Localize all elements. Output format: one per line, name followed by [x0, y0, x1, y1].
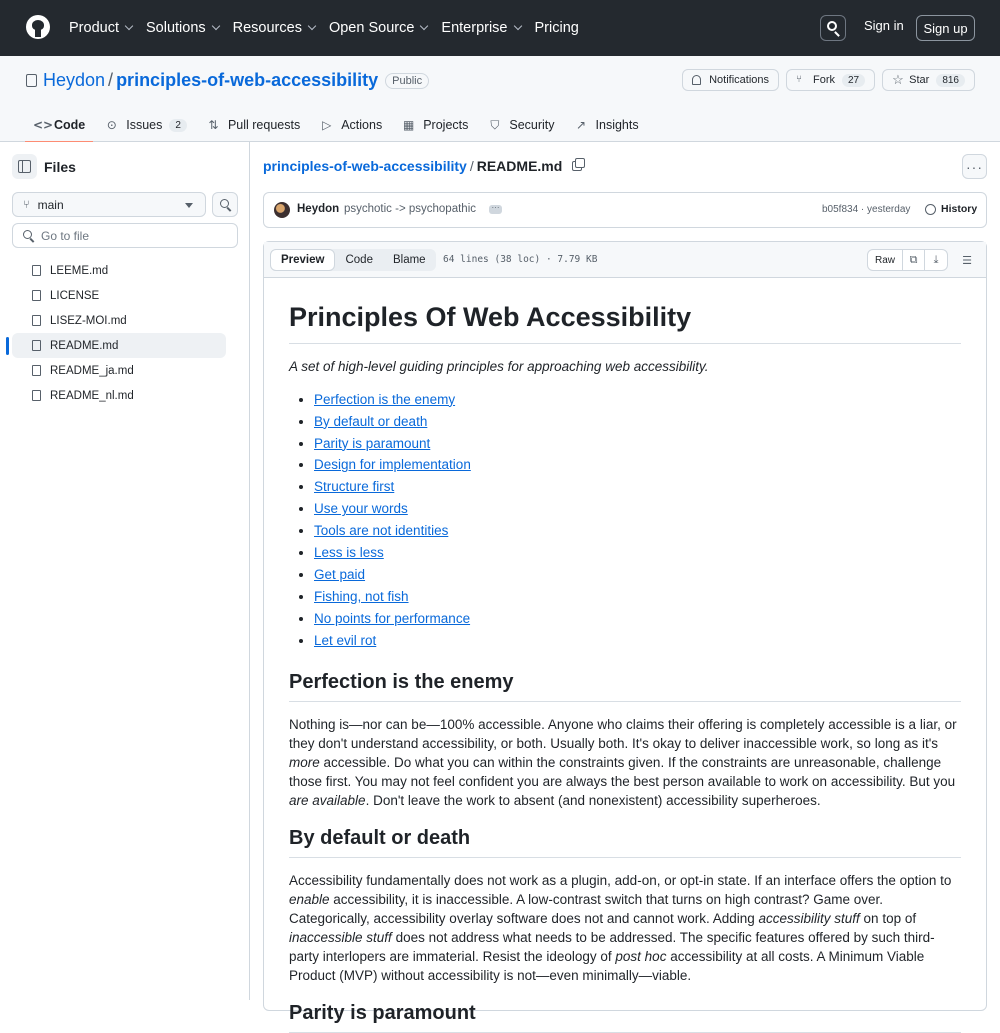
nav-open-source[interactable]: Open Source: [329, 20, 427, 36]
toc-item: [314, 389, 961, 411]
file-search-button[interactable]: [212, 192, 238, 217]
readme-lead: A set of high-level guiding principles for approaching web accessibility.: [289, 358, 709, 374]
expand-commit-button[interactable]: ···: [489, 205, 502, 214]
toc-link[interactable]: Get paid: [314, 567, 366, 582]
file-tree-sidebar: [0, 142, 250, 1000]
branch-icon: ⑂: [23, 198, 30, 211]
tab-code[interactable]: <> Code: [25, 108, 93, 142]
star-icon: ☆: [892, 72, 904, 87]
nav-enterprise[interactable]: Enterprise: [441, 20, 520, 36]
file-icon: [32, 290, 41, 301]
toc-item: [314, 454, 961, 476]
toc-item: [314, 520, 961, 542]
commit-author[interactable]: Heydon: [297, 203, 340, 215]
file-viewer: [263, 241, 987, 1024]
toc-item: [314, 542, 961, 564]
breadcrumb-repo-link[interactable]: principles-of-web-accessibility: [263, 158, 467, 174]
sign-in-link[interactable]: Sign in: [864, 18, 904, 33]
nav-product[interactable]: Product: [69, 20, 132, 36]
toc-item: [314, 630, 961, 652]
avatar[interactable]: [274, 202, 290, 218]
repo-actions: [682, 69, 975, 91]
history-icon: [925, 204, 936, 215]
issue-icon: ⊙: [106, 117, 117, 132]
global-nav: [69, 0, 593, 56]
toc-item: [314, 608, 961, 630]
code-icon: <>: [33, 117, 54, 132]
section-heading: Perfection is the enemy: [289, 670, 961, 702]
file-item-readme-ja[interactable]: README_ja.md: [12, 358, 226, 383]
nav-solutions[interactable]: Solutions: [146, 20, 219, 36]
toc-item: [314, 411, 961, 433]
chevron-down-icon: [125, 22, 133, 30]
repo-owner-link[interactable]: Heydon: [43, 70, 106, 90]
file-toolbar: [264, 242, 986, 278]
file-item-license[interactable]: LICENSE: [12, 283, 226, 308]
visibility-badge: Public: [385, 73, 429, 89]
sign-up-button[interactable]: Sign up: [916, 15, 975, 41]
toc-link[interactable]: Less is less: [314, 545, 384, 561]
branch-select[interactable]: ⑂ main: [12, 192, 206, 217]
repo-tabs: [25, 108, 651, 142]
section-paragraph: Nothing is—nor can be—100% accessible. Anyone who claims their offering is completely accessible is a liar, or they don't understand accessibility, or both. Usually both. It's okay to deliver inaccessible work, so long as it's more accessible. Do what you can within the constraints given. If the constraints are unreasonable, challenge those first. You may not feel confident you are always the best person available to work on accessibility. But you are available. Don't leave the work to absent (and nonexistent) accessibility superheroes.: [289, 716, 957, 808]
notifications-button[interactable]: Notifications: [682, 69, 779, 91]
tab-actions[interactable]: ▷ Actions: [322, 117, 383, 132]
table-icon: ▦: [403, 117, 415, 132]
caret-down-icon: [185, 203, 193, 208]
chevron-down-icon: [513, 22, 521, 30]
toc-item: [314, 476, 961, 498]
fork-count: 27: [842, 74, 865, 87]
search-button[interactable]: [820, 15, 846, 41]
copy-path-icon[interactable]: [572, 161, 582, 171]
section-heading: By default or death: [289, 826, 961, 858]
nav-pricing[interactable]: Pricing: [534, 20, 579, 36]
raw-button[interactable]: Raw: [868, 250, 903, 270]
fork-icon: ⑂: [796, 74, 802, 85]
latest-commit: [263, 192, 987, 228]
sidebar-title: Files: [44, 159, 76, 175]
go-to-file-input[interactable]: Go to file: [12, 223, 238, 248]
shield-icon: ⛉: [490, 117, 500, 132]
download-icon[interactable]: ⤓: [933, 253, 939, 266]
toc-item: [314, 564, 961, 586]
toc-link[interactable]: Parity is paramount: [314, 435, 431, 451]
blame-tab[interactable]: Blame: [392, 254, 426, 266]
file-icon: [32, 365, 41, 376]
collapse-sidebar-icon[interactable]: [12, 154, 37, 179]
file-item-readme-nl[interactable]: README_nl.md: [12, 383, 226, 408]
pull-request-icon: ⇅: [208, 117, 219, 132]
more-options-button[interactable]: ···: [962, 154, 987, 179]
toc-link[interactable]: Use your words: [314, 501, 408, 517]
file-icon: [32, 390, 41, 401]
star-button[interactable]: ☆ Star 816: [882, 69, 975, 91]
table-of-contents: [289, 389, 961, 652]
toc-item: [314, 586, 961, 608]
commit-message[interactable]: psychotic -> psychopathic: [344, 203, 476, 215]
toc-item: [314, 498, 961, 520]
star-count: 816: [936, 74, 965, 87]
toc-link[interactable]: Design for implementation: [314, 457, 471, 473]
file-actions: [867, 249, 980, 271]
file-list: [12, 258, 226, 408]
repo-icon: [26, 74, 37, 87]
chevron-down-icon: [420, 22, 428, 30]
tab-security[interactable]: ⛉ Security: [490, 117, 555, 132]
tab-pull-requests[interactable]: ⇅ Pull requests: [208, 117, 301, 132]
breadcrumb: principles-of-web-accessibility / README.md: [263, 158, 582, 174]
chevron-down-icon: [308, 22, 316, 30]
file-icon: [32, 315, 41, 326]
toc-link[interactable]: Tools are not identities: [314, 523, 449, 539]
search-icon: [827, 21, 837, 31]
preview-tab[interactable]: Preview: [270, 249, 335, 271]
file-icon: [32, 340, 41, 351]
toc-link[interactable]: Fishing, not fish: [314, 588, 409, 604]
file-item-leeme[interactable]: LEEME.md: [12, 258, 226, 283]
section-paragraph: Accessibility fundamentally does not work as a plugin, add-on, or opt-in state. If an interface offers the option to enable accessibility, it is inaccessible. A low-contrast switch that turns on high contrast? Game over. Categorically, accessibility overlay software does not and cannot work. Adding accessibility stuff on top of inaccessible stuff does not address what needs to be addressed. The specific features offered by such third-party interlopers are immaterial. Resist the ideology of post hoc accessibility at all costs. A Minimum Viable Product (MVP) without accessibility is not—even minimally—viable.: [289, 872, 952, 983]
readme-content: [264, 278, 986, 1033]
repo-name-link[interactable]: principles-of-web-accessibility: [116, 70, 379, 90]
breadcrumb-file: README.md: [476, 158, 563, 174]
toc-item: [314, 433, 961, 455]
toc-link[interactable]: Perfection is the enemy: [314, 391, 456, 407]
tab-projects[interactable]: ▦ Projects: [403, 117, 469, 132]
toc-link[interactable]: No points for performance: [314, 610, 471, 626]
toc-link[interactable]: By default or death: [314, 413, 428, 429]
outline-list-icon[interactable]: ☰: [962, 253, 972, 267]
toc-link[interactable]: Let evil rot: [314, 632, 377, 648]
view-mode-switch: [270, 249, 436, 271]
readme-title: Principles Of Web Accessibility: [289, 301, 961, 344]
toc-link[interactable]: Structure first: [314, 479, 395, 495]
global-header: [0, 0, 1000, 56]
chevron-down-icon: [211, 22, 219, 30]
fork-button[interactable]: ⑂ Fork 27: [786, 69, 875, 91]
play-icon: ▷: [322, 117, 332, 132]
file-item-readme[interactable]: README.md: [12, 333, 226, 358]
file-icon: [32, 265, 41, 276]
copy-raw-icon[interactable]: ⧉: [903, 250, 925, 270]
bell-icon: [692, 75, 701, 85]
section-heading: Parity is paramount: [289, 1001, 961, 1033]
nav-resources[interactable]: Resources: [233, 20, 315, 36]
repo-header: [0, 56, 1000, 142]
file-info: 64 lines (38 loc) · 7.79 KB: [443, 254, 598, 265]
repo-title: Heydon / principles-of-web-accessibility Public: [43, 70, 429, 91]
github-logo-icon[interactable]: [26, 15, 50, 39]
issues-count: 2: [169, 119, 187, 132]
file-item-lisez-moi[interactable]: LISEZ-MOI.md: [12, 308, 226, 333]
graph-icon: ↗: [576, 117, 587, 132]
history-link[interactable]: History: [925, 203, 977, 215]
code-view-tab[interactable]: Code: [345, 254, 373, 266]
tab-issues[interactable]: ⊙ Issues 2: [97, 108, 195, 142]
commit-meta[interactable]: b05f834 · yesterday: [822, 204, 911, 215]
tab-insights[interactable]: ↗ Insights: [576, 117, 639, 132]
